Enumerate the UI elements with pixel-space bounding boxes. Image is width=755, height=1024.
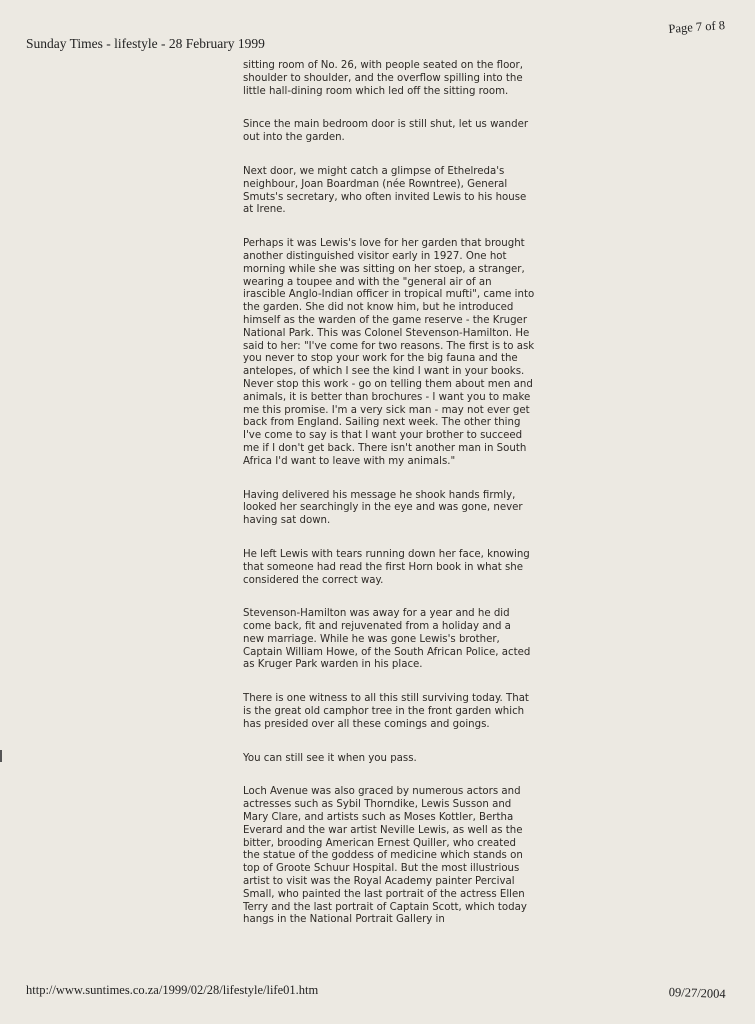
source-url[interactable]: http://www.suntimes.co.za/1999/02/28/lifestyle/life01.htm bbox=[26, 983, 319, 997]
article-paragraph: You can still see it when you pass. bbox=[243, 752, 417, 764]
article-paragraph: There is one witness to all this still surviving today. That is the great old camphor tree in the front garden which has presided over all these comings and goings. bbox=[243, 693, 529, 730]
article-paragraph: Having delivered his message he shook hands firmly, looked her searchingly in the eye and was gone, never having sat down. bbox=[243, 489, 523, 527]
article-paragraph: Perhaps it was Lewis's love for her garden that brought another distinguished visitor early in 1927. One hot morning while she was sitting on her stoep, a stranger, wearing a toupee and with the "general air of an irascible Anglo-Indian officer in tropical mufti", came into the garden. She did not know him, but he introduced himself as the warden of the game reserve - the Kruger National Park. This was Colonel Stevenson-Hamilton. He said to her: "I've come for two reasons. The first is to ask you never to stop your work for the big fauna and the antelopes, of which I see the kind I want in your books. Never stop this work - go on telling them about men and animals, it is better than brochures - I want you to make me this promise. I'm a very sick man - may not ever get back from England. Sailing next week. The other thing I've come to say is that I want your brother to succeed me if I don't get back. There isn't another man in South Africa I'd want to leave with my animals." bbox=[243, 238, 535, 467]
article-paragraph: Stevenson-Hamilton was away for a year and he did come back, fit and rejuvenated from a holiday and a new marriage. While he was gone Lewis's brother, Captain William Howe, of the South African Police, acted as Kruger Park warden in his place. bbox=[243, 608, 531, 671]
article-body bbox=[243, 60, 535, 960]
article-paragraph: Since the main bedroom door is still shut, let us wander out into the garden. bbox=[243, 119, 529, 144]
article-paragraph: Loch Avenue was also graced by numerous actors and actresses such as Sybil Thorndike, Lewis Susson and Mary Clare, and artists such as Moses Kottler, Bertha Everard and the war artist Neville Lewis, as well as the bitter, brooding American Ernest Quiller, who created the statue of the goddess of medicine which stands on top of Groote Schuur Hospital. But the most illustrious artist to visit was the Royal Academy painter Percival Small, who painted the last portrait of the actress Ellen Terry and the last portrait of Captain Scott, which today hangs in the National Portrait Gallery in bbox=[243, 786, 527, 926]
article-paragraph: He left Lewis with tears running down her face, knowing that someone had read the first Horn book in what she considered the correct way. bbox=[243, 548, 530, 586]
article-paragraph: sitting room of No. 26, with people seated on the floor, shoulder to shoulder, and the overflow spilling into the little hall-dining room which led off the sitting room. bbox=[243, 60, 523, 97]
print-date: 09/27/2004 bbox=[668, 985, 726, 1001]
source-header: Sunday Times - lifestyle - 28 February 1999 bbox=[26, 36, 265, 51]
scan-edge-mark bbox=[0, 750, 2, 762]
page-number: Page 7 of 8 bbox=[668, 18, 726, 36]
article-paragraph: Next door, we might catch a glimpse of Ethelreda's neighbour, Joan Boardman (née Rowntree), General Smuts's secretary, who often invited Lewis to his house at Irene. bbox=[243, 165, 527, 216]
